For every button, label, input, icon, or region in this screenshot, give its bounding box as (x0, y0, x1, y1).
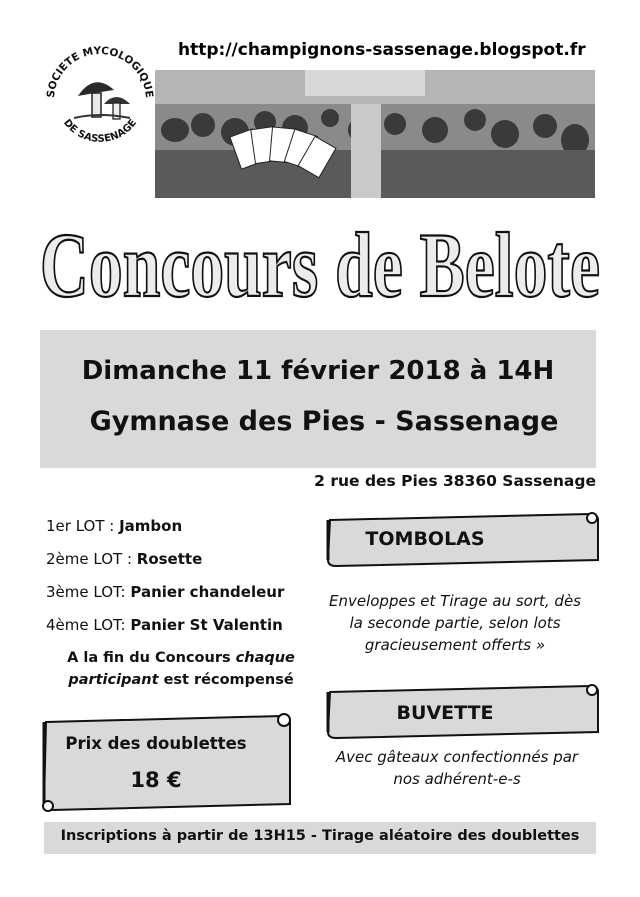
buvette-heading: BUVETTE (396, 702, 494, 724)
prize-rank: 3ème LOT: (46, 583, 131, 601)
svg-text:DE SASSENAGE (61, 117, 139, 145)
buvette-description: Avec gâteaux confectionnés par nos adhérent-e-s (335, 748, 579, 788)
prize-name: Rosette (136, 550, 203, 568)
prix-value: 18 € (130, 768, 182, 792)
event-date: Dimanche 11 février 2018 à 14H (81, 356, 555, 386)
prize-name: Panier St Valentin (130, 616, 283, 634)
reward-line-2: participant est récompensé (68, 672, 294, 688)
event-venue: Gymnase des Pies - Sassenage (89, 406, 559, 437)
prize-item (46, 517, 182, 535)
tombolas-description: Enveloppes et Tirage au sort, dès la seconde partie, selon lots gracieusement offerts » (329, 592, 581, 654)
event-address: 2 rue des Pies 38360 Sassenage (314, 472, 596, 490)
logo-text-bottom: DE SASSENAGE (61, 117, 139, 145)
logo-text-top: SOCIETE MYCOLOGIQUE (44, 44, 156, 99)
belote-hall-photo (155, 70, 595, 198)
reward-line-1: A la fin du Concours chaque (67, 650, 295, 666)
prize-item (46, 583, 284, 601)
prize-rank: 1er LOT : (46, 517, 120, 535)
prix-scroll-banner (36, 708, 296, 818)
prize-name: Jambon (119, 517, 183, 535)
tombolas-heading: TOMBOLAS (365, 528, 485, 550)
prize-rank: 4ème LOT: (46, 616, 131, 634)
event-info-band (40, 330, 596, 468)
prize-item (46, 550, 202, 568)
prize-item (46, 616, 283, 634)
footer-text: Inscriptions à partir de 13H15 - Tirage aléatoire des doublettes (60, 828, 580, 844)
prix-heading: Prix des doublettes (65, 734, 247, 753)
prize-name: Panier chandeleur (130, 583, 285, 601)
prize-rank: 2ème LOT : (46, 550, 137, 568)
event-title (28, 200, 612, 325)
blog-url-link[interactable]: http://champignons-sassenage.blogspot.fr (178, 40, 586, 60)
mushroom-icon (74, 82, 130, 119)
title-text: Concours de Belote (40, 214, 600, 316)
society-logo (40, 38, 160, 158)
